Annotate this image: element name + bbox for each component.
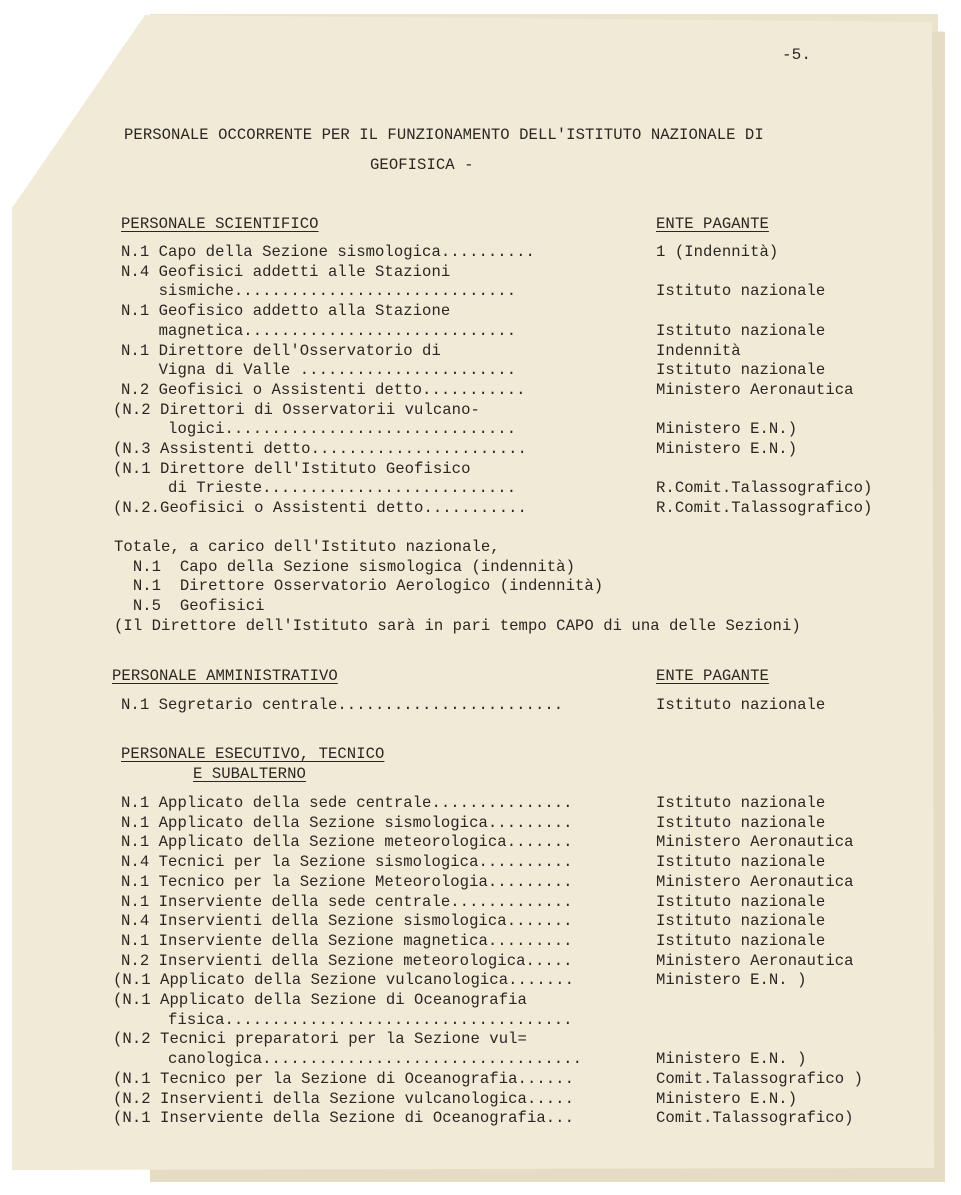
heading-personale-esecutivo: PERSONALE ESECUTIVO, TECNICO — [121, 745, 385, 763]
row-ente-pagante: Indennità — [656, 341, 741, 360]
row-ente-pagante: Istituto nazionale — [656, 853, 826, 872]
row-ente-pagante: Istituto nazionale — [656, 931, 826, 950]
heading-ente-pagante-2: ENTE PAGANTE — [656, 667, 769, 685]
row-ente-pagante: Ministero Aeronautica — [656, 951, 854, 970]
row-left-text: N.4 Geofisici addetti alle Stazioni — [121, 262, 451, 281]
row-ente-pagante: Istituto nazionale — [656, 361, 826, 380]
row-left-text: N.2 Geofisici o Assistenti detto........... — [121, 380, 526, 399]
row-left-text: (N.2.Geofisici o Assistenti detto........... — [113, 499, 527, 518]
row-left-text: N.4 Tecnici per la Sezione sismologica.......... — [121, 853, 573, 872]
row-ente-pagante: Istituto nazionale — [656, 813, 826, 832]
row-left-text: (N.1 Applicato della Sezione vulcanologica....... — [113, 971, 574, 990]
row-ente-pagante: Istituto nazionale — [656, 696, 826, 714]
row-left-text: di Trieste........................... — [121, 479, 517, 498]
title-line-1: PERSONALE OCCORRENTE PER IL FUNZIONAMENTO DELL'ISTITUTO NAZIONALE DI — [124, 126, 764, 144]
heading-ente-pagante-1: ENTE PAGANTE — [656, 215, 769, 233]
row-left-text: N.1 Direttore dell'Osservatorio di — [121, 341, 441, 360]
row-left-text: N.1 Tecnico per la Sezione Meteorologia......... — [121, 872, 573, 891]
totale-line: Totale, a carico dell'Istituto nazionale, — [114, 538, 500, 556]
row-left-text: (N.2 Direttori di Osservatorii vulcano- — [113, 400, 480, 419]
row-ente-pagante: Istituto nazionale — [656, 912, 826, 931]
totale-line: N.1 Capo della Sezione sismologica (indennità) — [114, 557, 575, 576]
heading-personale-scientifico: PERSONALE SCIENTIFICO — [121, 215, 319, 233]
row-ente-pagante: Ministero Aeronautica — [656, 833, 854, 852]
row-left-text: (N.2 Inservienti della Sezione vulcanologica..... — [113, 1089, 574, 1108]
row-left-text: N.1 Capo della Sezione sismologica.......... — [121, 243, 535, 261]
row-left-text: fisica..................................... — [121, 1010, 573, 1029]
row-left-text: (N.1 Inserviente della Sezione di Oceanografia... — [113, 1109, 574, 1128]
row-left-text: N.1 Geofisico addetto alla Stazione — [121, 302, 451, 321]
row-left-text: sismiche.............................. — [121, 282, 517, 301]
row-left-text: N.1 Inserviente della sede centrale............. — [121, 892, 573, 911]
row-ente-pagante: Ministero E.N.) — [656, 440, 798, 458]
row-left-text: Vigna di Valle ....................... — [121, 361, 517, 380]
row-ente-pagante: Ministero E.N. ) — [656, 1050, 807, 1069]
row-left-text: (N.1 Tecnico per la Sezione di Oceanografia...... — [113, 1069, 574, 1088]
row-left-text: (N.3 Assistenti detto....................... — [113, 440, 527, 458]
row-left-text: canologica.................................. — [121, 1050, 582, 1069]
row-left-text: logici............................... — [121, 420, 517, 439]
heading-personale-amministrativo: PERSONALE AMMINISTRATIVO — [112, 667, 338, 685]
row-ente-pagante: Ministero Aeronautica — [656, 380, 854, 399]
row-ente-pagante: Comit.Talassografico) — [656, 1109, 854, 1128]
row-ente-pagante: Istituto nazionale — [656, 892, 826, 911]
row-left-text: N.1 Applicato della Sezione meteorologica....... — [121, 833, 573, 852]
row-left-text: magnetica............................. — [121, 321, 517, 340]
row-ente-pagante: 1 (Indennità) — [656, 243, 779, 261]
row-ente-pagante: R.Comit.Talassografico) — [656, 479, 873, 498]
totale-line: (Il Direttore dell'Istituto sarà in pari tempo CAPO di una delle Sezioni) — [114, 616, 801, 635]
row-left-text: N.2 Inservienti della Sezione meteorologica..... — [121, 951, 573, 970]
row-left-text: N.1 Inserviente della Sezione magnetica......... — [121, 931, 573, 950]
row-left-text: N.1 Applicato della Sezione sismologica......... — [121, 813, 573, 832]
row-ente-pagante: Istituto nazionale — [656, 794, 826, 812]
row-ente-pagante: Ministero Aeronautica — [656, 872, 854, 891]
row-ente-pagante: Ministero E.N. ) — [656, 971, 807, 990]
row-left-text: N.4 Inservienti della Sezione sismologica....... — [121, 912, 573, 931]
row-ente-pagante: Istituto nazionale — [656, 282, 826, 301]
totale-line: N.5 Geofisici — [114, 597, 265, 616]
title-line-2: GEOFISICA - — [370, 156, 474, 174]
row-left-text: (N.2 Tecnici preparatori per la Sezione vul= — [113, 1030, 527, 1049]
row-left-text: (N.1 Direttore dell'Istituto Geofisico — [113, 459, 471, 478]
totale-line: N.1 Direttore Osservatorio Aerologico (indennità) — [114, 577, 604, 596]
page-number: -5. — [782, 46, 811, 64]
row-left-text: N.1 Applicato della sede centrale............... — [121, 794, 573, 812]
row-left-text: (N.1 Applicato della Sezione di Oceanografia — [113, 991, 527, 1009]
row-ente-pagante: R.Comit.Talassografico) — [656, 499, 873, 518]
row-ente-pagante: Ministero E.N.) — [656, 1089, 798, 1108]
row-ente-pagante: Ministero E.N.) — [656, 420, 798, 439]
row-left-text: N.1 Segretario centrale........................ — [121, 696, 564, 714]
row-ente-pagante: Istituto nazionale — [656, 321, 826, 340]
row-ente-pagante: Comit.Talassografico ) — [656, 1069, 863, 1088]
heading-subalterno: E SUBALTERNO — [193, 765, 306, 783]
